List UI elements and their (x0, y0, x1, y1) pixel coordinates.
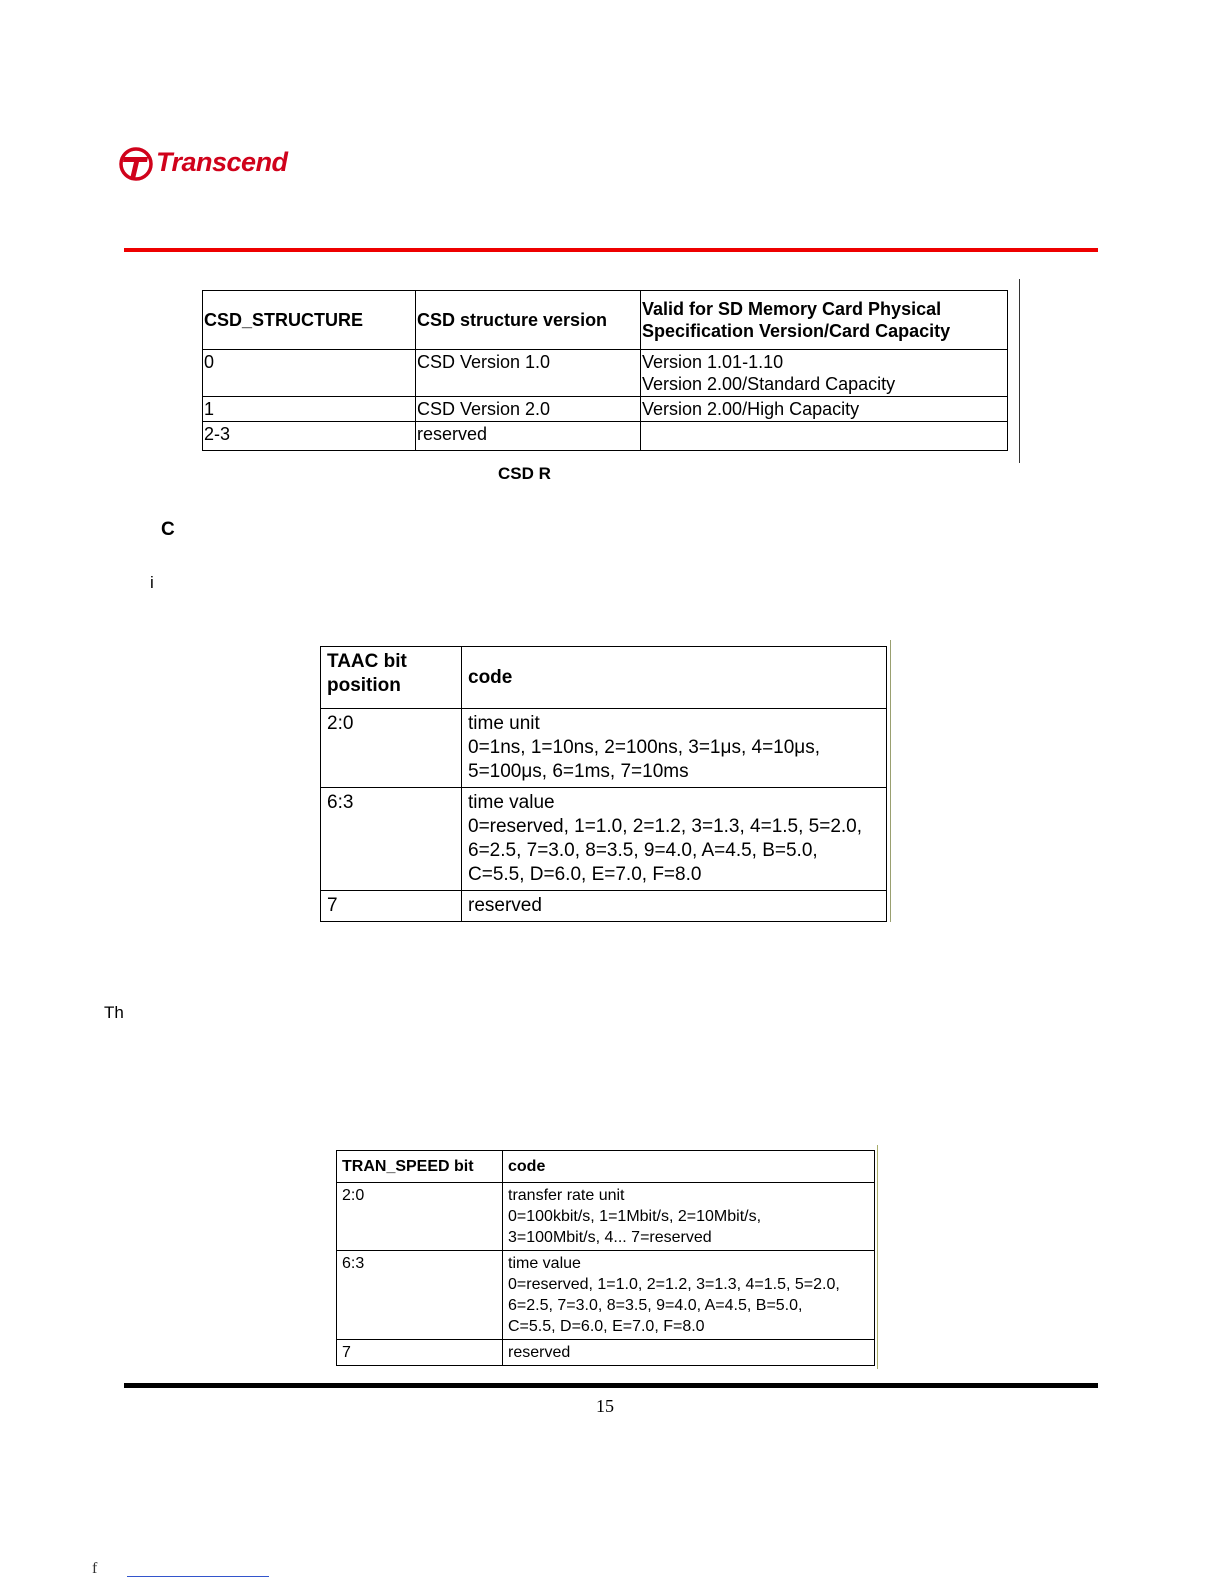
table-cell: 7 (337, 1340, 503, 1366)
header-cell: TAAC bit position (321, 647, 462, 709)
section-heading: C (161, 519, 175, 540)
header-cell: Valid for SD Memory Card Physical Specification Version/Card Capacity (641, 291, 1008, 350)
table-cell: 6:3 (321, 788, 462, 891)
header-cell: CSD_STRUCTURE (203, 291, 416, 350)
table-cell: 6:3 (337, 1251, 503, 1340)
text-fragment: i (150, 573, 154, 592)
table-cell: time value 0=reserved, 1=1.0, 2=1.2, 3=1.3, 4=1.5, 5=2.0, 6=2.5, 7=3.0, 8=3.5, 9=4.0, A=4.5, B=5.0, C=5.5, D=6.0, E=7.0, F=8.0 (462, 788, 887, 891)
table-cell: 0 (203, 350, 416, 397)
divider (1019, 279, 1020, 463)
table-row (321, 891, 887, 922)
text-fragment: Th (104, 1003, 124, 1022)
page-number: 15 (596, 1396, 614, 1416)
tran-speed-table (336, 1150, 875, 1366)
table-cell: Version 1.01-1.10 Version 2.00/Standard Capacity (641, 350, 1008, 397)
taac-table (320, 646, 887, 922)
table-cell: 7 (321, 891, 462, 922)
header-cell: code (503, 1151, 875, 1183)
transcend-logo (118, 145, 288, 185)
table-cell (641, 422, 1008, 451)
table-cell: time value 0=reserved, 1=1.0, 2=1.2, 3=1.3, 4=1.5, 5=2.0, 6=2.5, 7=3.0, 8=3.5, 9=4.0, A=4.5, B=5.0, C=5.5, D=6.0, E=7.0, F=8.0 (503, 1251, 875, 1340)
header-cell: TRAN_SPEED bit (337, 1151, 503, 1183)
table-row (337, 1183, 875, 1251)
header-cell: code (462, 647, 887, 709)
table-header-row (203, 291, 1008, 350)
table-row (321, 709, 887, 788)
table-row (203, 397, 1008, 422)
footer-fragment: f (92, 1560, 98, 1577)
table-cell: reserved (416, 422, 641, 451)
table-row (203, 350, 1008, 397)
table-cell: 2:0 (321, 709, 462, 788)
table-header-row (321, 647, 887, 709)
divider (890, 640, 891, 922)
table-caption: CSD R (498, 464, 551, 483)
table-cell: transfer rate unit 0=100kbit/s, 1=1Mbit/s, 2=10Mbit/s, 3=100Mbit/s, 4... 7=reserved (503, 1183, 875, 1251)
transcend-t-logo-icon (118, 146, 154, 182)
table-cell: time unit 0=1ns, 1=10ns, 2=100ns, 3=1μs, 4=10μs, 5=100μs, 6=1ms, 7=10ms (462, 709, 887, 788)
csd-structure-table (202, 290, 1008, 451)
table-header-row (337, 1151, 875, 1183)
header-rule (124, 248, 1098, 252)
table-row (337, 1340, 875, 1366)
table-row (203, 422, 1008, 451)
table-cell: reserved (503, 1340, 875, 1366)
table-cell: CSD Version 2.0 (416, 397, 641, 422)
table-cell: 2:0 (337, 1183, 503, 1251)
table-cell: Version 2.00/High Capacity (641, 397, 1008, 422)
footer-link-underline[interactable] (127, 1576, 269, 1577)
divider (877, 1145, 878, 1369)
table-row (321, 788, 887, 891)
table-cell: 2-3 (203, 422, 416, 451)
table-cell: 1 (203, 397, 416, 422)
header-cell: CSD structure version (416, 291, 641, 350)
table-cell: CSD Version 1.0 (416, 350, 641, 397)
table-cell: reserved (462, 891, 887, 922)
brand-name: Transcend (156, 147, 288, 177)
table-row (337, 1251, 875, 1340)
footer-rule (124, 1383, 1098, 1388)
